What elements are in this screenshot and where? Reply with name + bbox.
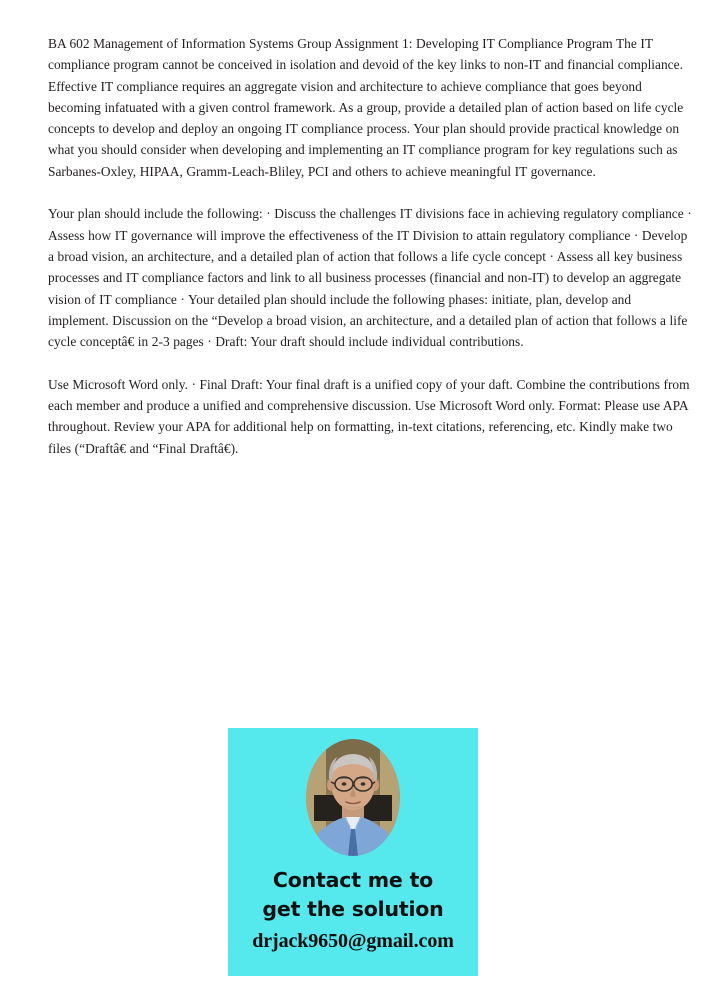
portrait-illustration bbox=[306, 739, 400, 856]
contact-text-group bbox=[228, 866, 478, 954]
portrait-photo bbox=[306, 739, 400, 856]
contact-headline-line-1: Contact me to bbox=[272, 868, 434, 892]
contact-headline-line-2: get the solution bbox=[262, 897, 444, 921]
assignment-paragraph-3: Use Microsoft Word only. · Final Draft: Your final draft is a unified copy of your daft. Combine the contributions from each member and produce a unified and comprehensive discussion. Use Microsoft Word only. Format: Please use APA throughout. Review your APA for additional help on formatting, in-text citations, referencing, etc. Kindly make two files (“Draftâ€ and “Final Draftâ€). bbox=[48, 376, 690, 456]
contact-email-address: drjack9650@gmail.com bbox=[252, 930, 454, 952]
assignment-paragraph-1: BA 602 Management of Information Systems Group Assignment 1: Developing IT Compliance Program The IT compliance program cannot be conceived in isolation and devoid of the key links to non-IT and financial compliance. Effective IT compliance requires an aggregate vision and architecture to achieve compliance that goes beyond becoming infatuated with a given control framework. As a group, provide a detailed plan of action based on life cycle concepts to develop and deploy an ongoing IT compliance process. Your plan should provide practical knowledge on what you should consider when developing and implementing an IT compliance program for key regulations such as Sarbanes-Oxley, HIPAA, Gramm-Leach-Bliley, PCI and others to achieve meaningful IT governance. bbox=[48, 36, 684, 179]
document-text-body bbox=[48, 33, 692, 459]
contact-advertisement-block bbox=[228, 728, 478, 976]
assignment-paragraph-2: Your plan should include the following: · Discuss the challenges IT divisions face in achieving regulatory compliance · Assess how IT governance will improve the effectiveness of the IT Division to attain regulatory compliance · Develop a broad vision, an architecture, and a detailed plan of action that follows a life cycle concept · Assess all key business processes and IT compliance factors and link to all business processes (financial and non-IT) to develop an aggregate vision of IT compliance · Your detailed plan should include the following phases: initiate, plan, develop and implement. Discussion on the “Develop a broad vision, an architecture, and a detailed plan of action that follows a life cycle conceptâ€ in 2-3 pages · Draft: Your draft should include individual contributions. bbox=[48, 206, 692, 350]
